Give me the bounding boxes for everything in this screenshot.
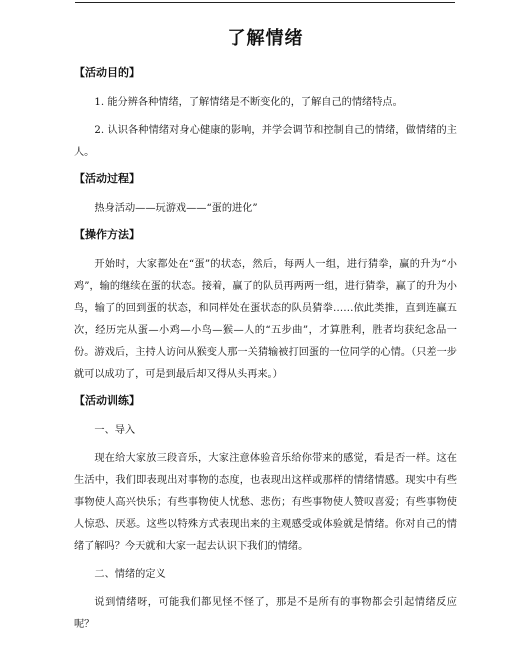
purpose-item-2: 2. 认识各种情绪对身心健康的影响，并学会调节和控制自己的情绪，做情绪的主人。: [74, 125, 457, 158]
header-rule: [75, 2, 455, 3]
document-title: 了解情绪: [227, 28, 304, 49]
document-body: [74, 26, 457, 636]
process-heading: 【活动过程】: [74, 172, 140, 185]
definition-subtitle: 二、情绪的定义: [94, 569, 166, 580]
method-heading: 【操作方法】: [74, 228, 140, 241]
definition-paragraph: 说到情绪呀，可能我们都见怪不怪了，那是不是所有的事物都会引起情绪反应呢？: [74, 597, 457, 630]
intro-paragraph: 现在给大家放三段音乐，大家注意体验音乐给你带来的感觉，看是否一样。这在生活中，我们即表现出对事物的态度，也表现出这样或那样的情绪情感。现实中有些事物使人高兴快乐；有些事物使人忧愁、悲伤；有些事物使人赞叹喜爱；有些事物使人惊恐、厌恶。这些以特殊方式表现出来的主观感受或体验就是情绪。你对自己的情绪了解吗？今天就和大家一起去认识下我们的情绪。: [74, 453, 457, 552]
purpose-heading: 【活动目的】: [74, 66, 140, 79]
purpose-item-1: 1. 能分辨各种情绪，了解情绪是不断变化的，了解自己的情绪特点。: [94, 97, 403, 108]
intro-subtitle: 一、导入: [94, 425, 136, 436]
method-paragraph: 开始时，大家都处在“蛋”的状态，然后，每两人一组，进行猜拳，赢的升为“小鸡”，输的继续在蛋的状态。接着，赢了的队员再两两一组，进行猜拳，赢了的升为小鸟，输了的回到蛋的状态，和同样处在蛋状态的队员猜拳……依此类推，直到连赢五次，经历完从蛋—小鸡—小鸟—猴—人的“五步曲”，才算胜利，胜者均获纪念品一份。游戏后，主持人访问从猴变人那一关猜输被打回蛋的一位同学的心情。（只差一步就可以成功了，可是到最后却又得从头再来。）: [74, 259, 457, 380]
training-heading: 【活动训练】: [74, 394, 140, 407]
process-paragraph: 热身活动——玩游戏——“蛋的进化”: [94, 203, 258, 214]
